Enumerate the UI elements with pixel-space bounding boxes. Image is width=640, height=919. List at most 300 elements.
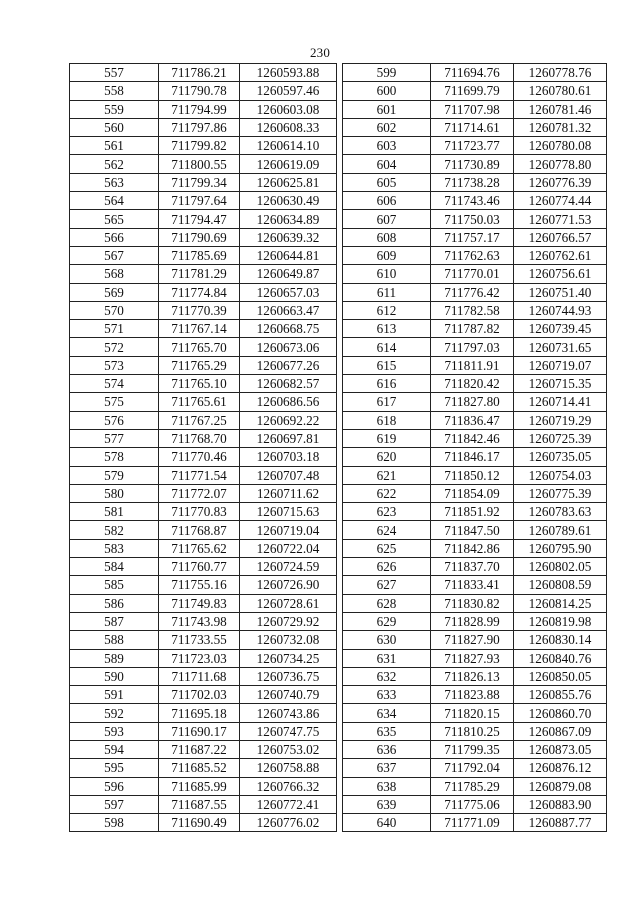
- point-number-cell: 601: [343, 100, 431, 118]
- y-coordinate-cell: 1260747.75: [240, 722, 337, 740]
- y-coordinate-cell: 1260781.32: [514, 118, 607, 136]
- y-coordinate-cell: 1260668.75: [240, 320, 337, 338]
- y-coordinate-cell: 1260735.05: [514, 448, 607, 466]
- y-coordinate-cell: 1260808.59: [514, 576, 607, 594]
- x-coordinate-cell: 711707.98: [431, 100, 514, 118]
- x-coordinate-cell: 711755.16: [159, 576, 240, 594]
- point-number-cell: 579: [70, 466, 159, 484]
- table-row: [343, 649, 607, 667]
- y-coordinate-cell: 1260776.39: [514, 173, 607, 191]
- table-row: [70, 338, 337, 356]
- x-coordinate-cell: 711811.91: [431, 356, 514, 374]
- x-coordinate-cell: 711770.39: [159, 301, 240, 319]
- y-coordinate-cell: 1260644.81: [240, 246, 337, 264]
- point-number-cell: 629: [343, 612, 431, 630]
- y-coordinate-cell: 1260597.46: [240, 82, 337, 100]
- x-coordinate-cell: 711842.46: [431, 429, 514, 447]
- x-coordinate-cell: 711687.22: [159, 740, 240, 758]
- point-number-cell: 591: [70, 686, 159, 704]
- x-coordinate-cell: 711768.70: [159, 429, 240, 447]
- coordinates-table-right: [342, 63, 607, 832]
- point-number-cell: 639: [343, 795, 431, 813]
- coordinates-table-right-body: [343, 64, 607, 832]
- table-row: [70, 539, 337, 557]
- x-coordinate-cell: 711770.83: [159, 503, 240, 521]
- table-row: [343, 759, 607, 777]
- y-coordinate-cell: 1260619.09: [240, 155, 337, 173]
- point-number-cell: 587: [70, 612, 159, 630]
- point-number-cell: 611: [343, 283, 431, 301]
- y-coordinate-cell: 1260758.88: [240, 759, 337, 777]
- y-coordinate-cell: 1260762.61: [514, 246, 607, 264]
- y-coordinate-cell: 1260840.76: [514, 649, 607, 667]
- table-row: [70, 192, 337, 210]
- x-coordinate-cell: 711772.07: [159, 484, 240, 502]
- table-row: [70, 320, 337, 338]
- point-number-cell: 558: [70, 82, 159, 100]
- point-number-cell: 580: [70, 484, 159, 502]
- table-row: [70, 722, 337, 740]
- point-number-cell: 610: [343, 265, 431, 283]
- point-number-cell: 594: [70, 740, 159, 758]
- x-coordinate-cell: 711738.28: [431, 173, 514, 191]
- x-coordinate-cell: 711723.77: [431, 137, 514, 155]
- y-coordinate-cell: 1260719.07: [514, 356, 607, 374]
- y-coordinate-cell: 1260887.77: [514, 814, 607, 832]
- x-coordinate-cell: 711687.55: [159, 795, 240, 813]
- y-coordinate-cell: 1260776.02: [240, 814, 337, 832]
- y-coordinate-cell: 1260802.05: [514, 558, 607, 576]
- y-coordinate-cell: 1260625.81: [240, 173, 337, 191]
- table-row: [70, 686, 337, 704]
- table-row: [343, 155, 607, 173]
- point-number-cell: 562: [70, 155, 159, 173]
- x-coordinate-cell: 711771.54: [159, 466, 240, 484]
- point-number-cell: 577: [70, 429, 159, 447]
- y-coordinate-cell: 1260766.32: [240, 777, 337, 795]
- point-number-cell: 628: [343, 594, 431, 612]
- table-row: [70, 356, 337, 374]
- table-row: [343, 64, 607, 82]
- y-coordinate-cell: 1260649.87: [240, 265, 337, 283]
- point-number-cell: 586: [70, 594, 159, 612]
- table-row: [70, 283, 337, 301]
- point-number-cell: 582: [70, 521, 159, 539]
- x-coordinate-cell: 711830.82: [431, 594, 514, 612]
- table-row: [70, 64, 337, 82]
- x-coordinate-cell: 711785.29: [431, 777, 514, 795]
- table-row: [343, 210, 607, 228]
- x-coordinate-cell: 711800.55: [159, 155, 240, 173]
- x-coordinate-cell: 711847.50: [431, 521, 514, 539]
- point-number-cell: 574: [70, 375, 159, 393]
- x-coordinate-cell: 711767.25: [159, 411, 240, 429]
- x-coordinate-cell: 711776.42: [431, 283, 514, 301]
- point-number-cell: 593: [70, 722, 159, 740]
- y-coordinate-cell: 1260682.57: [240, 375, 337, 393]
- y-coordinate-cell: 1260814.25: [514, 594, 607, 612]
- point-number-cell: 604: [343, 155, 431, 173]
- x-coordinate-cell: 711786.21: [159, 64, 240, 82]
- point-number-cell: 578: [70, 448, 159, 466]
- x-coordinate-cell: 711851.92: [431, 503, 514, 521]
- point-number-cell: 561: [70, 137, 159, 155]
- table-row: [70, 795, 337, 813]
- table-row: [70, 521, 337, 539]
- point-number-cell: 575: [70, 393, 159, 411]
- table-row: [70, 173, 337, 191]
- y-coordinate-cell: 1260883.90: [514, 795, 607, 813]
- y-coordinate-cell: 1260873.05: [514, 740, 607, 758]
- y-coordinate-cell: 1260692.22: [240, 411, 337, 429]
- y-coordinate-cell: 1260725.39: [514, 429, 607, 447]
- y-coordinate-cell: 1260608.33: [240, 118, 337, 136]
- y-coordinate-cell: 1260860.70: [514, 704, 607, 722]
- point-number-cell: 599: [343, 64, 431, 82]
- point-number-cell: 630: [343, 631, 431, 649]
- coordinates-table-left: [69, 63, 337, 832]
- x-coordinate-cell: 711827.90: [431, 631, 514, 649]
- table-row: [70, 503, 337, 521]
- point-number-cell: 621: [343, 466, 431, 484]
- table-row: [70, 649, 337, 667]
- table-row: [343, 320, 607, 338]
- point-number-cell: 560: [70, 118, 159, 136]
- point-number-cell: 557: [70, 64, 159, 82]
- x-coordinate-cell: 711785.69: [159, 246, 240, 264]
- point-number-cell: 573: [70, 356, 159, 374]
- point-number-cell: 576: [70, 411, 159, 429]
- table-row: [70, 246, 337, 264]
- y-coordinate-cell: 1260639.32: [240, 228, 337, 246]
- y-coordinate-cell: 1260867.09: [514, 722, 607, 740]
- table-row: [343, 118, 607, 136]
- y-coordinate-cell: 1260751.40: [514, 283, 607, 301]
- x-coordinate-cell: 711828.99: [431, 612, 514, 630]
- table-row: [343, 283, 607, 301]
- table-row: [70, 667, 337, 685]
- table-row: [343, 173, 607, 191]
- point-number-cell: 633: [343, 686, 431, 704]
- point-number-cell: 635: [343, 722, 431, 740]
- x-coordinate-cell: 711702.03: [159, 686, 240, 704]
- x-coordinate-cell: 711774.84: [159, 283, 240, 301]
- x-coordinate-cell: 711690.17: [159, 722, 240, 740]
- y-coordinate-cell: 1260677.26: [240, 356, 337, 374]
- y-coordinate-cell: 1260634.89: [240, 210, 337, 228]
- x-coordinate-cell: 711730.89: [431, 155, 514, 173]
- x-coordinate-cell: 711765.10: [159, 375, 240, 393]
- table-row: [343, 777, 607, 795]
- y-coordinate-cell: 1260593.88: [240, 64, 337, 82]
- table-row: [343, 429, 607, 447]
- point-number-cell: 566: [70, 228, 159, 246]
- point-number-cell: 584: [70, 558, 159, 576]
- table-row: [70, 82, 337, 100]
- point-number-cell: 559: [70, 100, 159, 118]
- x-coordinate-cell: 711820.15: [431, 704, 514, 722]
- point-number-cell: 581: [70, 503, 159, 521]
- x-coordinate-cell: 711762.63: [431, 246, 514, 264]
- point-number-cell: 612: [343, 301, 431, 319]
- table-row: [343, 338, 607, 356]
- table-row: [70, 704, 337, 722]
- x-coordinate-cell: 711771.09: [431, 814, 514, 832]
- x-coordinate-cell: 711823.88: [431, 686, 514, 704]
- point-number-cell: 636: [343, 740, 431, 758]
- y-coordinate-cell: 1260740.79: [240, 686, 337, 704]
- x-coordinate-cell: 711694.76: [431, 64, 514, 82]
- y-coordinate-cell: 1260715.63: [240, 503, 337, 521]
- y-coordinate-cell: 1260739.45: [514, 320, 607, 338]
- y-coordinate-cell: 1260663.47: [240, 301, 337, 319]
- y-coordinate-cell: 1260724.59: [240, 558, 337, 576]
- y-coordinate-cell: 1260879.08: [514, 777, 607, 795]
- point-number-cell: 603: [343, 137, 431, 155]
- table-row: [70, 393, 337, 411]
- x-coordinate-cell: 711850.12: [431, 466, 514, 484]
- y-coordinate-cell: 1260657.03: [240, 283, 337, 301]
- y-coordinate-cell: 1260772.41: [240, 795, 337, 813]
- point-number-cell: 602: [343, 118, 431, 136]
- point-number-cell: 590: [70, 667, 159, 685]
- x-coordinate-cell: 711699.79: [431, 82, 514, 100]
- x-coordinate-cell: 711743.98: [159, 612, 240, 630]
- x-coordinate-cell: 711781.29: [159, 265, 240, 283]
- y-coordinate-cell: 1260783.63: [514, 503, 607, 521]
- point-number-cell: 583: [70, 539, 159, 557]
- table-row: [70, 375, 337, 393]
- table-row: [343, 631, 607, 649]
- table-row: [343, 667, 607, 685]
- y-coordinate-cell: 1260722.04: [240, 539, 337, 557]
- table-row: [70, 631, 337, 649]
- table-row: [343, 722, 607, 740]
- y-coordinate-cell: 1260780.61: [514, 82, 607, 100]
- point-number-cell: 572: [70, 338, 159, 356]
- point-number-cell: 617: [343, 393, 431, 411]
- y-coordinate-cell: 1260756.61: [514, 265, 607, 283]
- x-coordinate-cell: 711854.09: [431, 484, 514, 502]
- x-coordinate-cell: 711757.17: [431, 228, 514, 246]
- x-coordinate-cell: 711827.93: [431, 649, 514, 667]
- y-coordinate-cell: 1260780.08: [514, 137, 607, 155]
- y-coordinate-cell: 1260728.61: [240, 594, 337, 612]
- x-coordinate-cell: 711836.47: [431, 411, 514, 429]
- table-row: [70, 448, 337, 466]
- x-coordinate-cell: 711846.17: [431, 448, 514, 466]
- table-row: [343, 686, 607, 704]
- x-coordinate-cell: 711790.69: [159, 228, 240, 246]
- x-coordinate-cell: 711810.25: [431, 722, 514, 740]
- y-coordinate-cell: 1260766.57: [514, 228, 607, 246]
- point-number-cell: 632: [343, 667, 431, 685]
- x-coordinate-cell: 711685.99: [159, 777, 240, 795]
- point-number-cell: 585: [70, 576, 159, 594]
- x-coordinate-cell: 711767.14: [159, 320, 240, 338]
- x-coordinate-cell: 711782.58: [431, 301, 514, 319]
- x-coordinate-cell: 711768.87: [159, 521, 240, 539]
- point-number-cell: 620: [343, 448, 431, 466]
- x-coordinate-cell: 711749.83: [159, 594, 240, 612]
- table-row: [70, 155, 337, 173]
- y-coordinate-cell: 1260819.98: [514, 612, 607, 630]
- x-coordinate-cell: 711743.46: [431, 192, 514, 210]
- table-row: [343, 448, 607, 466]
- table-row: [343, 375, 607, 393]
- point-number-cell: 597: [70, 795, 159, 813]
- x-coordinate-cell: 711775.06: [431, 795, 514, 813]
- table-row: [343, 503, 607, 521]
- table-row: [343, 100, 607, 118]
- x-coordinate-cell: 711792.04: [431, 759, 514, 777]
- table-row: [343, 795, 607, 813]
- table-row: [70, 301, 337, 319]
- table-row: [343, 704, 607, 722]
- point-number-cell: 568: [70, 265, 159, 283]
- point-number-cell: 624: [343, 521, 431, 539]
- table-row: [343, 484, 607, 502]
- point-number-cell: 619: [343, 429, 431, 447]
- point-number-cell: 596: [70, 777, 159, 795]
- y-coordinate-cell: 1260715.35: [514, 375, 607, 393]
- table-row: [343, 356, 607, 374]
- point-number-cell: 627: [343, 576, 431, 594]
- table-row: [343, 228, 607, 246]
- point-number-cell: 598: [70, 814, 159, 832]
- point-number-cell: 564: [70, 192, 159, 210]
- x-coordinate-cell: 711794.99: [159, 100, 240, 118]
- x-coordinate-cell: 711826.13: [431, 667, 514, 685]
- table-row: [70, 484, 337, 502]
- table-row: [70, 759, 337, 777]
- x-coordinate-cell: 711790.78: [159, 82, 240, 100]
- point-number-cell: 605: [343, 173, 431, 191]
- y-coordinate-cell: 1260697.81: [240, 429, 337, 447]
- table-row: [70, 100, 337, 118]
- table-row: [70, 265, 337, 283]
- x-coordinate-cell: 711765.29: [159, 356, 240, 374]
- point-number-cell: 634: [343, 704, 431, 722]
- x-coordinate-cell: 711733.55: [159, 631, 240, 649]
- x-coordinate-cell: 711750.03: [431, 210, 514, 228]
- y-coordinate-cell: 1260686.56: [240, 393, 337, 411]
- point-number-cell: 626: [343, 558, 431, 576]
- point-number-cell: 563: [70, 173, 159, 191]
- y-coordinate-cell: 1260714.41: [514, 393, 607, 411]
- table-row: [70, 777, 337, 795]
- x-coordinate-cell: 711799.82: [159, 137, 240, 155]
- y-coordinate-cell: 1260703.18: [240, 448, 337, 466]
- point-number-cell: 623: [343, 503, 431, 521]
- x-coordinate-cell: 711714.61: [431, 118, 514, 136]
- table-row: [343, 594, 607, 612]
- y-coordinate-cell: 1260855.76: [514, 686, 607, 704]
- table-row: [70, 210, 337, 228]
- x-coordinate-cell: 711842.86: [431, 539, 514, 557]
- y-coordinate-cell: 1260719.04: [240, 521, 337, 539]
- table-row: [343, 301, 607, 319]
- table-row: [343, 265, 607, 283]
- y-coordinate-cell: 1260781.46: [514, 100, 607, 118]
- table-row: [343, 814, 607, 832]
- x-coordinate-cell: 711797.64: [159, 192, 240, 210]
- x-coordinate-cell: 711797.86: [159, 118, 240, 136]
- x-coordinate-cell: 711799.34: [159, 173, 240, 191]
- table-row: [70, 576, 337, 594]
- point-number-cell: 631: [343, 649, 431, 667]
- x-coordinate-cell: 711690.49: [159, 814, 240, 832]
- y-coordinate-cell: 1260778.80: [514, 155, 607, 173]
- x-coordinate-cell: 711695.18: [159, 704, 240, 722]
- point-number-cell: 613: [343, 320, 431, 338]
- y-coordinate-cell: 1260775.39: [514, 484, 607, 502]
- x-coordinate-cell: 711685.52: [159, 759, 240, 777]
- point-number-cell: 616: [343, 375, 431, 393]
- table-row: [343, 192, 607, 210]
- y-coordinate-cell: 1260736.75: [240, 667, 337, 685]
- y-coordinate-cell: 1260753.02: [240, 740, 337, 758]
- table-row: [70, 411, 337, 429]
- point-number-cell: 565: [70, 210, 159, 228]
- table-row: [343, 137, 607, 155]
- y-coordinate-cell: 1260603.08: [240, 100, 337, 118]
- x-coordinate-cell: 711765.62: [159, 539, 240, 557]
- x-coordinate-cell: 711827.80: [431, 393, 514, 411]
- y-coordinate-cell: 1260795.90: [514, 539, 607, 557]
- point-number-cell: 567: [70, 246, 159, 264]
- table-row: [343, 740, 607, 758]
- y-coordinate-cell: 1260743.86: [240, 704, 337, 722]
- x-coordinate-cell: 711837.70: [431, 558, 514, 576]
- table-row: [70, 429, 337, 447]
- point-number-cell: 614: [343, 338, 431, 356]
- point-number-cell: 608: [343, 228, 431, 246]
- x-coordinate-cell: 711711.68: [159, 667, 240, 685]
- page-number: 230: [309, 45, 331, 60]
- table-row: [70, 740, 337, 758]
- x-coordinate-cell: 711770.01: [431, 265, 514, 283]
- point-number-cell: 609: [343, 246, 431, 264]
- point-number-cell: 607: [343, 210, 431, 228]
- point-number-cell: 615: [343, 356, 431, 374]
- table-row: [70, 612, 337, 630]
- table-row: [343, 411, 607, 429]
- point-number-cell: 592: [70, 704, 159, 722]
- table-row: [70, 466, 337, 484]
- y-coordinate-cell: 1260729.92: [240, 612, 337, 630]
- y-coordinate-cell: 1260850.05: [514, 667, 607, 685]
- x-coordinate-cell: 711765.61: [159, 393, 240, 411]
- point-number-cell: 595: [70, 759, 159, 777]
- x-coordinate-cell: 711787.82: [431, 320, 514, 338]
- y-coordinate-cell: 1260754.03: [514, 466, 607, 484]
- table-row: [343, 539, 607, 557]
- y-coordinate-cell: 1260711.62: [240, 484, 337, 502]
- x-coordinate-cell: 711820.42: [431, 375, 514, 393]
- point-number-cell: 638: [343, 777, 431, 795]
- x-coordinate-cell: 711723.03: [159, 649, 240, 667]
- y-coordinate-cell: 1260630.49: [240, 192, 337, 210]
- y-coordinate-cell: 1260771.53: [514, 210, 607, 228]
- point-number-cell: 570: [70, 301, 159, 319]
- y-coordinate-cell: 1260726.90: [240, 576, 337, 594]
- y-coordinate-cell: 1260731.65: [514, 338, 607, 356]
- point-number-cell: 640: [343, 814, 431, 832]
- y-coordinate-cell: 1260707.48: [240, 466, 337, 484]
- table-row: [343, 82, 607, 100]
- table-row: [343, 466, 607, 484]
